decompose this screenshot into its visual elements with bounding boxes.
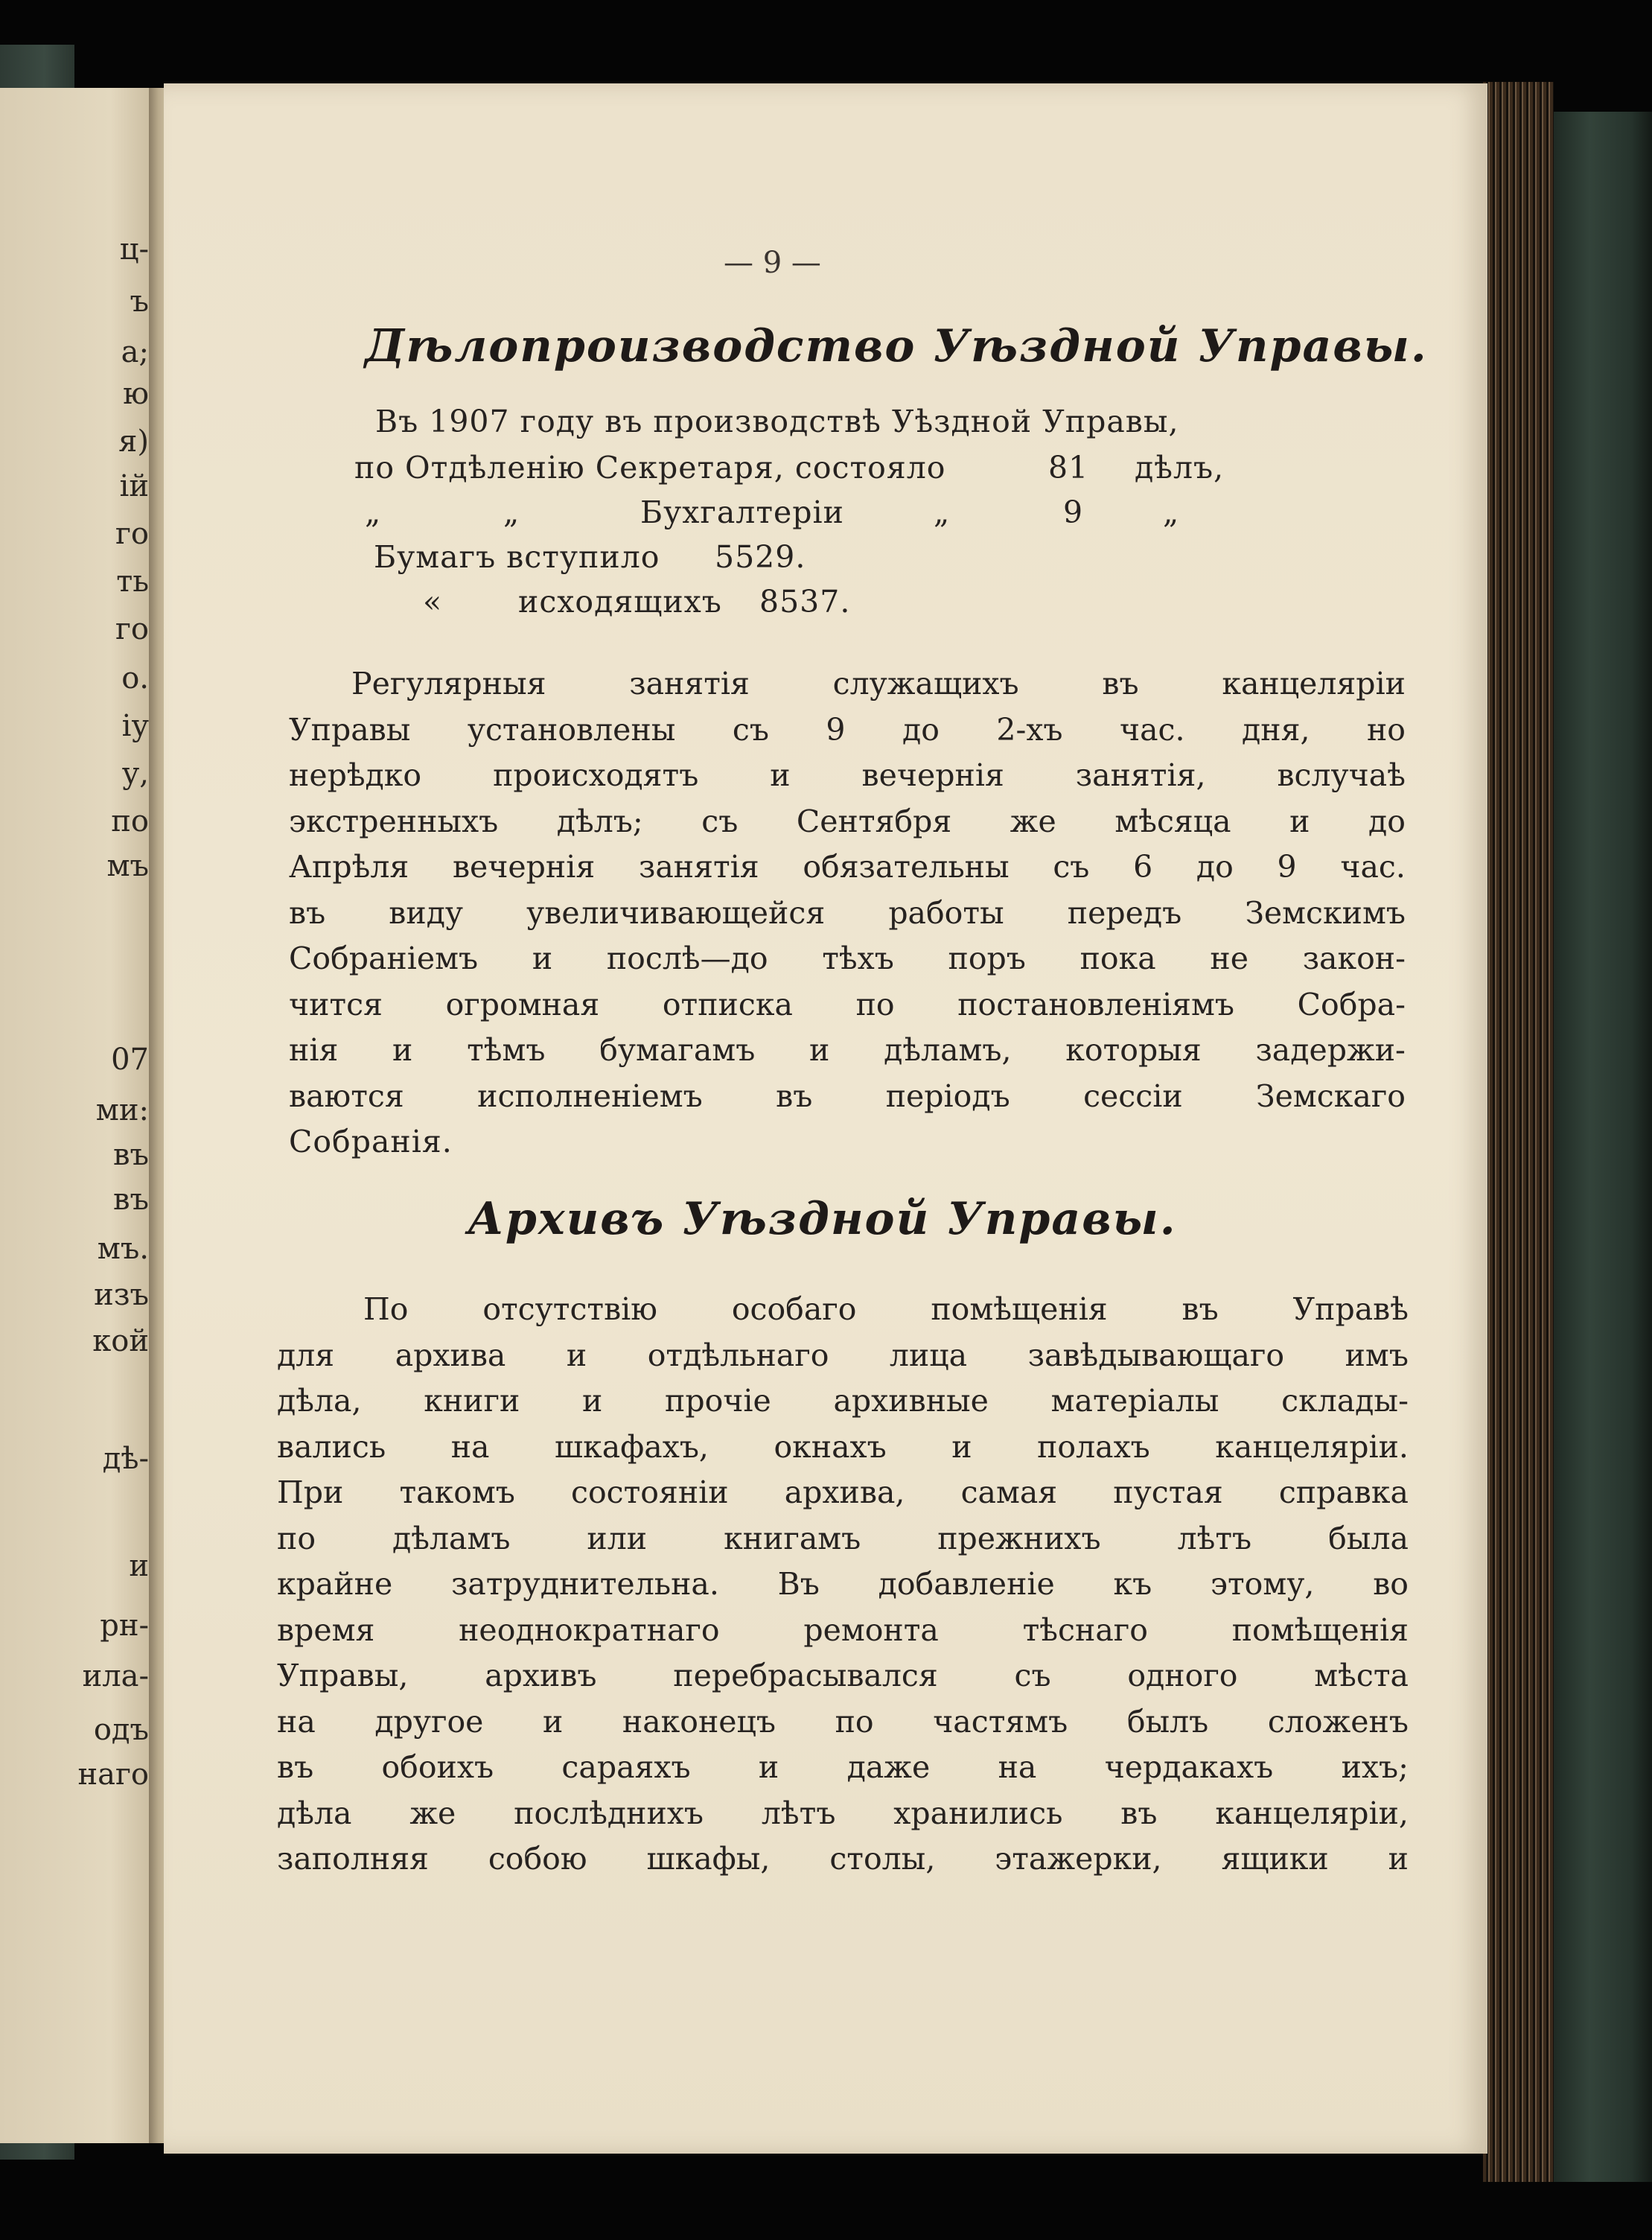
previous-page-fragment: ть — [116, 564, 149, 599]
stats-line-4-label: Бумагъ вступило — [374, 539, 660, 575]
previous-page-fragment: мъ. — [97, 1232, 149, 1266]
previous-page-fragment: изъ — [94, 1278, 149, 1312]
page-number: — 9 — — [724, 246, 821, 280]
previous-page-fragment: рн- — [100, 1609, 149, 1643]
previous-page-fragment: по — [111, 804, 149, 839]
paragraph-line: Управы установлены съ 9 до 2-хъ час. дня, но — [289, 711, 1406, 748]
previous-page-fragment: ю — [123, 377, 149, 411]
paragraph-line: дѣла же послѣднихъ лѣтъ хранились въ канцеляріи, — [277, 1795, 1409, 1831]
book-cover-right — [1549, 112, 1652, 2182]
previous-page-fragment: ій — [119, 469, 149, 503]
ditto-mark: „ — [365, 494, 382, 530]
previous-page-fragment: у, — [121, 757, 149, 791]
previous-page-fragment: а; — [121, 335, 149, 369]
paragraph-line: для архива и отдѣльнаго лица завѣдывающаго имъ — [277, 1337, 1409, 1373]
stats-line-2-label: по Отдѣленію Секретаря, состояло — [354, 450, 946, 486]
paragraph-line: нія и тѣмъ бумагамъ и дѣламъ, которыя задержи- — [289, 1032, 1406, 1068]
stats-line-3-value: 9 — [1063, 494, 1084, 530]
stats-line-5-value: 8537. — [759, 584, 851, 620]
stats-line-1: Въ 1907 году въ производствѣ Уѣздной Управы, — [375, 404, 1179, 439]
section-heading-records: Дѣлопроизводство Уѣздной Управы. — [365, 320, 1428, 372]
previous-page-fragment: ила- — [82, 1659, 149, 1693]
ditto-mark: „ — [1163, 494, 1180, 530]
paragraph-line: Собранія. — [289, 1124, 453, 1159]
paragraph-line: Собраніемъ и послѣ—до тѣхъ поръ пока не закон- — [289, 941, 1406, 976]
stats-line-2-value: 81 — [1048, 450, 1089, 486]
stats-line-4-value: 5529. — [715, 539, 806, 575]
previous-page-fragment: го — [115, 517, 149, 551]
book-page — [164, 83, 1487, 2154]
paragraph-line: заполняя собою шкафы, столы, этажерки, ящики и — [277, 1841, 1409, 1877]
page-edges — [1483, 82, 1554, 2182]
paragraph-line: крайне затруднительна. Въ добавленіе къ этому, во — [277, 1566, 1409, 1602]
previous-page-fragment: ми: — [95, 1093, 149, 1127]
section-heading-archive: Архивъ Уѣздной Управы. — [468, 1193, 1177, 1245]
previous-page-fragment: го — [115, 612, 149, 646]
paragraph-line: При такомъ состояніи архива, самая пустая справка — [277, 1474, 1409, 1510]
stats-line-3-label: Бухгалтеріи — [640, 494, 844, 530]
paragraph-line: на другое и наконецъ по частямъ былъ сложенъ — [277, 1703, 1409, 1740]
paragraph-line: вались на шкафахъ, окнахъ и полахъ канцеляріи. — [277, 1428, 1409, 1465]
stats-line-5-label: исходящихъ — [518, 584, 722, 620]
previous-page-fragment: кой — [92, 1324, 149, 1358]
paragraph-line: Управы, архивъ перебрасывался съ одного мѣста — [277, 1658, 1409, 1693]
paragraph-line: въ виду увеличивающейся работы передъ Земскимъ — [289, 894, 1406, 931]
previous-page-fragment: наго — [77, 1757, 149, 1792]
paragraph-line: Регулярныя занятія служащихъ въ канцеляріи — [351, 666, 1406, 701]
previous-page-fragment: я) — [118, 424, 149, 459]
previous-page-fragment: о. — [121, 661, 149, 696]
ditto-mark: „ — [934, 494, 951, 530]
paragraph-line: по дѣламъ или книгамъ прежнихъ лѣтъ была — [277, 1520, 1409, 1556]
paragraph-line: дѣла, книги и прочіе архивные матеріалы склады- — [277, 1383, 1409, 1419]
paragraph-line: въ обоихъ сараяхъ и даже на чердакахъ ихъ; — [277, 1749, 1409, 1785]
stats-line-2-unit: дѣлъ, — [1135, 450, 1225, 486]
previous-page-fragment: дѣ- — [102, 1442, 149, 1476]
ditto-mark: „ — [503, 494, 520, 530]
paragraph-line: время неоднократнаго ремонта тѣснаго помѣщенія — [277, 1611, 1409, 1648]
previous-page-fragment: одъ — [93, 1713, 149, 1747]
previous-page-fragment: іу — [121, 709, 149, 743]
previous-page-fragment: въ — [113, 1138, 149, 1172]
paragraph-line: чится огромная отписка по постановленіямъ Собра- — [289, 986, 1406, 1022]
previous-page-fragment: 07 — [111, 1043, 149, 1077]
previous-page-fragment: ъ — [130, 284, 149, 319]
previous-page-fragment: и — [129, 1549, 149, 1583]
paragraph-line: Апрѣля вечернія занятія обязательны съ 6 до 9 час. — [289, 849, 1406, 885]
stats-line-5-mark: « — [423, 584, 443, 620]
previous-page — [0, 88, 158, 2143]
paragraph-line: нерѣдко происходятъ и вечернія занятія, вслучаѣ — [289, 757, 1406, 793]
previous-page-fragment: ц- — [119, 232, 149, 267]
previous-page-fragment: въ — [113, 1183, 149, 1217]
paragraph-line: ваются исполненіемъ въ періодъ сессіи Земскаго — [289, 1078, 1406, 1114]
previous-page-fragment: мъ — [106, 849, 149, 883]
paragraph-line: экстренныхъ дѣлъ; съ Сентября же мѣсяца и до — [289, 803, 1406, 839]
paragraph-line: По отсутствію особаго помѣщенія въ Управѣ — [363, 1291, 1409, 1327]
